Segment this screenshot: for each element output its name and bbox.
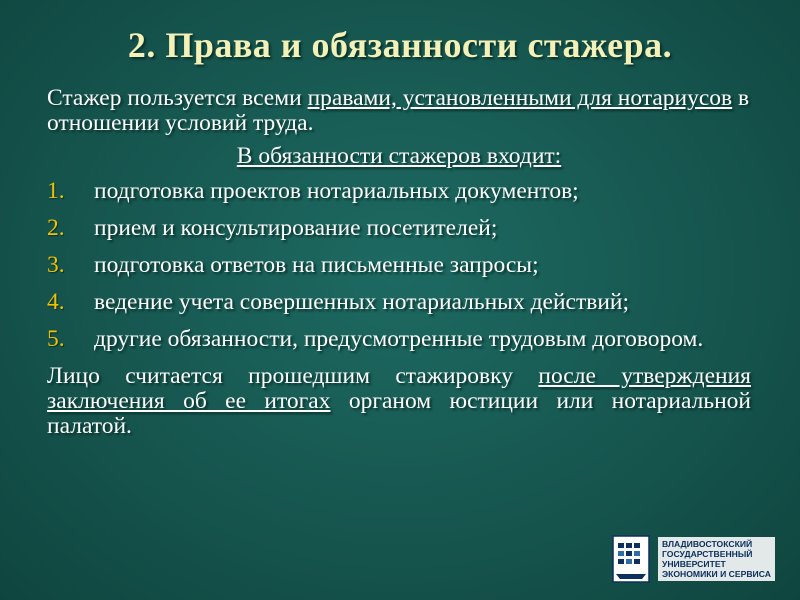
list-item bbox=[47, 179, 751, 204]
list-item bbox=[47, 290, 751, 315]
logo-line-2: ГОСУДАРСТВЕННЫЙ bbox=[662, 549, 753, 559]
list-item-number: 4. bbox=[47, 289, 65, 315]
intro-underlined-text: правами, установленными для нотариусов bbox=[307, 85, 733, 111]
list-item-number: 1. bbox=[47, 178, 65, 204]
list-item bbox=[47, 253, 751, 278]
list-item bbox=[47, 327, 751, 352]
list-item-number: 3. bbox=[47, 252, 65, 278]
list-item-number: 5. bbox=[47, 326, 65, 352]
slide-title: 2. Права и обязанности стажера. bbox=[127, 25, 673, 65]
list-item-text: прием и консультирование посетителей; bbox=[94, 215, 498, 241]
list-item-number: 2. bbox=[47, 215, 65, 241]
intro-paragraph bbox=[47, 86, 751, 136]
final-underlined-text: после утверждения заключения об ее итогах bbox=[47, 363, 751, 414]
intro-text-part1: Стажер пользуется всеми bbox=[47, 85, 308, 111]
final-text-part1: Лицо считается прошедшим стажировку bbox=[47, 363, 539, 389]
duties-list bbox=[47, 179, 751, 352]
list-item-text: подготовка ответов на письменные запросы; bbox=[94, 252, 539, 278]
list-item-text: другие обязанности, предусмотренные трудовым договором. bbox=[94, 326, 704, 352]
slide-content bbox=[47, 86, 751, 447]
university-emblem-icon bbox=[612, 535, 650, 583]
logo-line-4: ЭКОНОМИКИ И СЕРВИСА bbox=[662, 569, 771, 579]
duties-heading: В обязанности стажеров входит: bbox=[236, 143, 562, 169]
list-item-text: подготовка проектов нотариальных документов; bbox=[94, 178, 579, 204]
list-item bbox=[47, 216, 751, 241]
list-item-text: ведение учета совершенных нотариальных действий; bbox=[94, 289, 630, 315]
final-paragraph bbox=[47, 364, 751, 439]
logo-line-3: УНИВЕРСИТЕТ bbox=[662, 559, 726, 569]
final-text-part2: органом юстиции или нотариальной палатой. bbox=[47, 388, 751, 439]
logo-line-1: ВЛАДИВОСТОКСКИЙ bbox=[662, 539, 753, 549]
intro-text-part2: в отношении условий труда. bbox=[47, 85, 750, 136]
university-name bbox=[658, 537, 775, 581]
university-logo bbox=[612, 527, 792, 591]
